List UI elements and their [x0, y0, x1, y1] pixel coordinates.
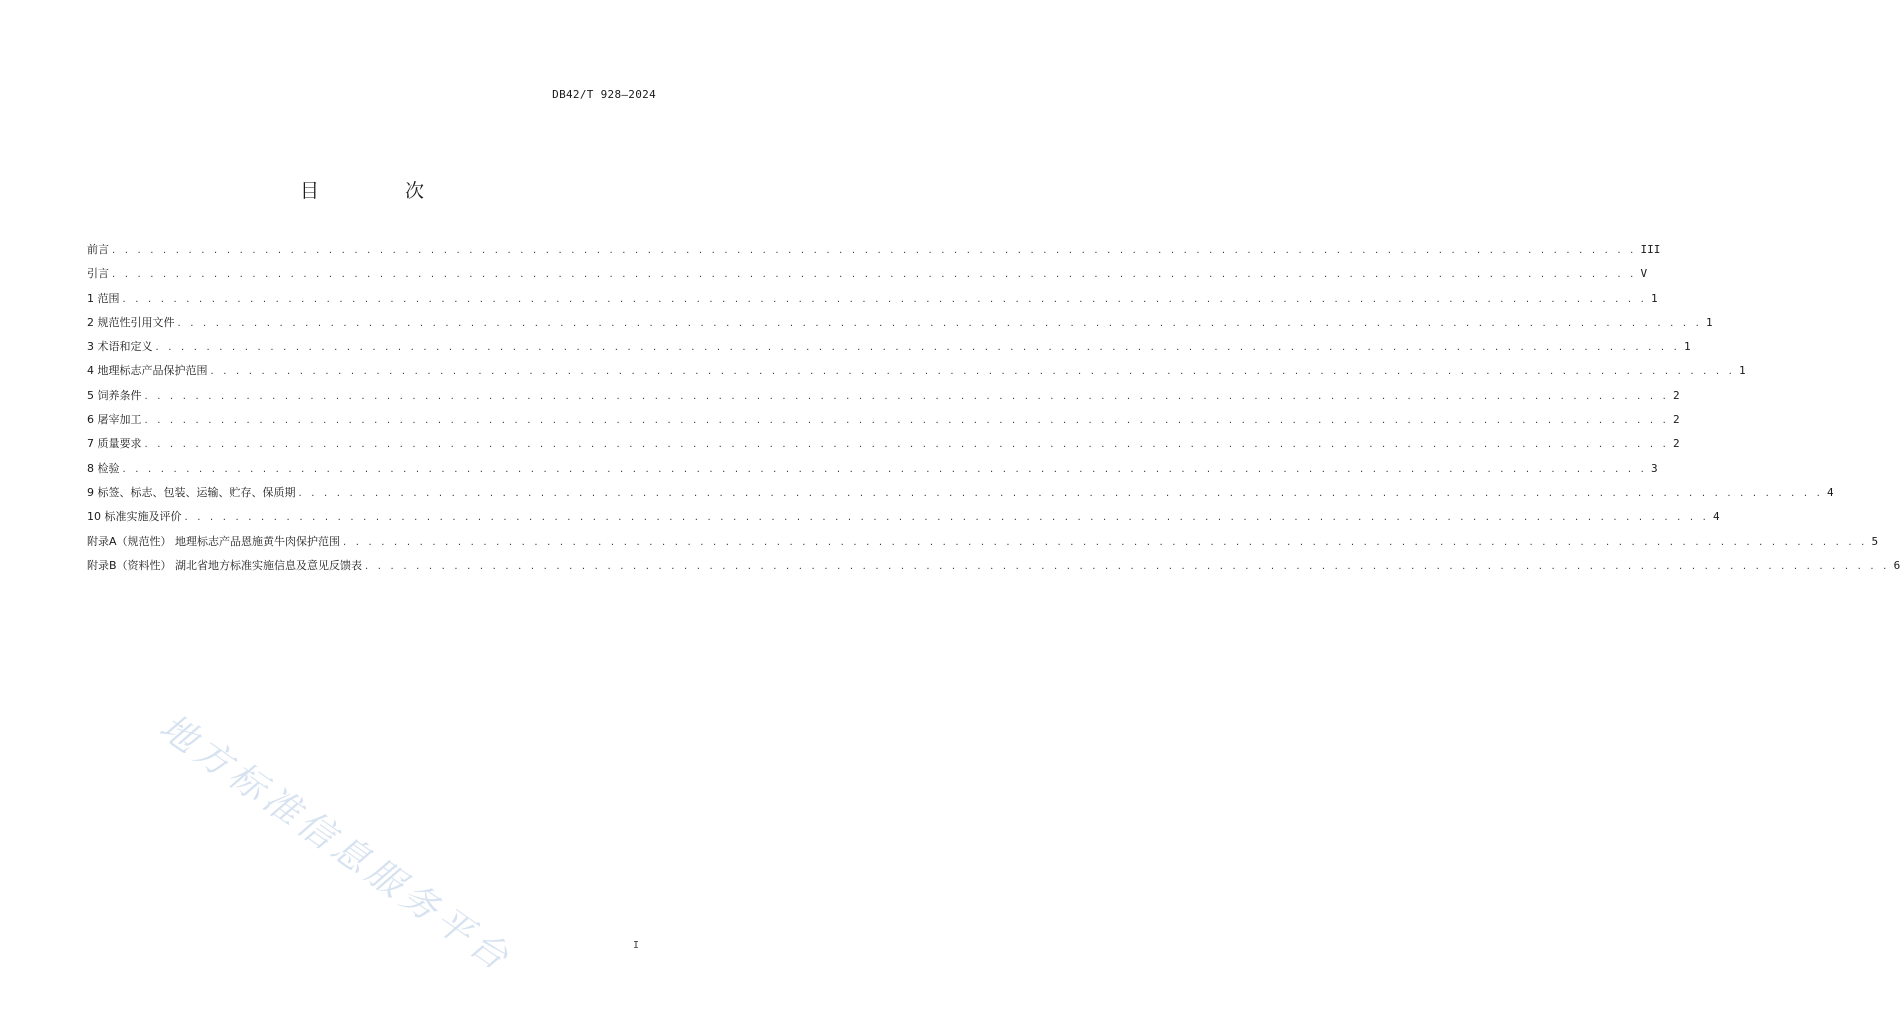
toc-entry-page: 1 [1739, 364, 1746, 378]
toc-entry[interactable] [87, 435, 1680, 459]
toc-entry-page: III [1640, 243, 1661, 256]
toc-entry-page: 4 [1713, 510, 1720, 524]
toc-entry-label: 7 质量要求 [87, 437, 142, 451]
toc-leader-dots: . . . . . . . . . . . . . . . . . . . . . . . . . . . . . . . . . . . . . . . . . . . . . . . . . . . . . . . . . . . . . . . . . . . . . . . . . . . . . . . . . . . . . . . . . . . . . . . . . . . . . . . . . . . . . . . . . . . . . . . . [177, 317, 1703, 329]
toc-entry-label: 6 屠宰加工 [87, 413, 142, 427]
toc-entry-label: 附录B（资料性） 湖北省地方标准实施信息及意见反馈表 [87, 558, 363, 572]
toc-entry-page: 2 [1673, 437, 1680, 451]
toc-entry[interactable] [87, 508, 1720, 532]
toc-entry-label: 3 术语和定义 [87, 340, 153, 354]
toc-leader-dots: . . . . . . . . . . . . . . . . . . . . . . . . . . . . . . . . . . . . . . . . . . . . . . . . . . . . . . . . . . . . . . . . . . . . . . . . . . . . . . . . . . . . . . . . . . . . . . . . . . . . . . . . . . . . . . . . . . . . . . . . [155, 342, 1681, 354]
page-number: I [632, 940, 639, 951]
toc-entry-label: 5 饲养条件 [87, 388, 142, 402]
watermark-text: 地方标准信息服务平台 [151, 706, 520, 982]
toc-entry-page: 3 [1651, 461, 1658, 475]
toc-leader-dots: . . . . . . . . . . . . . . . . . . . . . . . . . . . . . . . . . . . . . . . . . . . . . . . . . . . . . . . . . . . . . . . . . . . . . . . . . . . . . . . . . . . . . . . . . . . . . . . . . . . . . . . . . . . . . . . . . . . . . . . . [144, 390, 1670, 402]
toc-entry-label: 引言 [87, 267, 109, 281]
toc-entry[interactable] [87, 557, 1900, 581]
toc-leader-dots: . . . . . . . . . . . . . . . . . . . . . . . . . . . . . . . . . . . . . . . . . . . . . . . . . . . . . . . . . . . . . . . . . . . . . . . . . . . . . . . . . . . . . . . . . . . . . . . . . . . . . . . . . . . . . . . . . . . . . . . . [365, 560, 1890, 572]
toc-entry-page: 2 [1673, 413, 1680, 427]
document-code: DB42/T 928—2024 [552, 88, 656, 101]
toc-entry-label: 附录A（规范性） 地理标志产品恩施黄牛肉保护范围 [87, 534, 341, 548]
toc-leader-dots: . . . . . . . . . . . . . . . . . . . . . . . . . . . . . . . . . . . . . . . . . . . . . . . . . . . . . . . . . . . . . . . . . . . . . . . . . . . . . . . . . . . . . . . . . . . . . . . . . . . . . . . . . . . . . . . . . . . . . . . . [112, 245, 1637, 256]
toc-leader-dots: . . . . . . . . . . . . . . . . . . . . . . . . . . . . . . . . . . . . . . . . . . . . . . . . . . . . . . . . . . . . . . . . . . . . . . . . . . . . . . . . . . . . . . . . . . . . . . . . . . . . . . . . . . . . . . . . . . . . . . . . [184, 512, 1710, 524]
toc-entry-label: 10 标准实施及评价 [87, 510, 182, 524]
toc-leader-dots: . . . . . . . . . . . . . . . . . . . . . . . . . . . . . . . . . . . . . . . . . . . . . . . . . . . . . . . . . . . . . . . . . . . . . . . . . . . . . . . . . . . . . . . . . . . . . . . . . . . . . . . . . . . . . . . . . . . . . . . . [122, 463, 1648, 475]
toc-entry-page: 1 [1651, 291, 1658, 305]
toc-leader-dots: . . . . . . . . . . . . . . . . . . . . . . . . . . . . . . . . . . . . . . . . . . . . . . . . . . . . . . . . . . . . . . . . . . . . . . . . . . . . . . . . . . . . . . . . . . . . . . . . . . . . . . . . . . . . . . . . . . . . . . . . [210, 366, 1736, 378]
page-title: 目 次 [299, 180, 465, 202]
toc-entry-page: V [1640, 267, 1648, 281]
toc-leader-dots: . . . . . . . . . . . . . . . . . . . . . . . . . . . . . . . . . . . . . . . . . . . . . . . . . . . . . . . . . . . . . . . . . . . . . . . . . . . . . . . . . . . . . . . . . . . . . . . . . . . . . . . . . . . . . . . . . . . . . . . . [122, 293, 1648, 305]
toc-entry-page: 6 [1893, 558, 1900, 572]
toc-leader-dots: . . . . . . . . . . . . . . . . . . . . . . . . . . . . . . . . . . . . . . . . . . . . . . . . . . . . . . . . . . . . . . . . . . . . . . . . . . . . . . . . . . . . . . . . . . . . . . . . . . . . . . . . . . . . . . . . . . . . . . . . [112, 269, 1637, 281]
toc-entry[interactable] [87, 533, 1879, 557]
toc-entry-page: 5 [1871, 534, 1879, 548]
toc-leader-dots: . . . . . . . . . . . . . . . . . . . . . . . . . . . . . . . . . . . . . . . . . . . . . . . . . . . . . . . . . . . . . . . . . . . . . . . . . . . . . . . . . . . . . . . . . . . . . . . . . . . . . . . . . . . . . . . . . . . . . . . . [144, 439, 1670, 451]
toc-leader-dots: . . . . . . . . . . . . . . . . . . . . . . . . . . . . . . . . . . . . . . . . . . . . . . . . . . . . . . . . . . . . . . . . . . . . . . . . . . . . . . . . . . . . . . . . . . . . . . . . . . . . . . . . . . . . . . . . . . . . . . . . [343, 536, 1868, 548]
toc-entry-label: 1 范围 [87, 291, 120, 305]
toc-entry[interactable] [87, 411, 1680, 435]
toc-entry[interactable] [87, 387, 1680, 411]
toc-entry[interactable] [87, 314, 1713, 338]
toc-leader-dots: . . . . . . . . . . . . . . . . . . . . . . . . . . . . . . . . . . . . . . . . . . . . . . . . . . . . . . . . . . . . . . . . . . . . . . . . . . . . . . . . . . . . . . . . . . . . . . . . . . . . . . . . . . . . . . . . . . . . . . . . [144, 415, 1670, 427]
toc-entry[interactable] [87, 265, 1648, 289]
toc-leader-dots: . . . . . . . . . . . . . . . . . . . . . . . . . . . . . . . . . . . . . . . . . . . . . . . . . . . . . . . . . . . . . . . . . . . . . . . . . . . . . . . . . . . . . . . . . . . . . . . . . . . . . . . . . . . . . . . . . . . . . . . . [298, 487, 1824, 499]
toc-entry[interactable] [87, 290, 1658, 314]
toc-entry-label: 前言 [87, 243, 109, 256]
toc-entry-label: 9 标签、标志、包装、运输、贮存、保质期 [87, 485, 296, 499]
toc-entry[interactable] [87, 338, 1691, 362]
toc-entry-label: 4 地理标志产品保护范围 [87, 364, 208, 378]
table-of-contents [87, 241, 1900, 581]
toc-entry-page: 1 [1684, 340, 1691, 354]
toc-entry-page: 2 [1673, 388, 1680, 402]
toc-entry[interactable] [87, 362, 1746, 386]
toc-entry-page: 4 [1827, 485, 1834, 499]
toc-entry[interactable] [87, 241, 1661, 265]
toc-entry[interactable] [87, 460, 1658, 484]
toc-entry[interactable] [87, 484, 1834, 508]
toc-entry-label: 8 检验 [87, 461, 120, 475]
toc-entry-label: 2 规范性引用文件 [87, 315, 175, 329]
toc-entry-page: 1 [1706, 315, 1713, 329]
